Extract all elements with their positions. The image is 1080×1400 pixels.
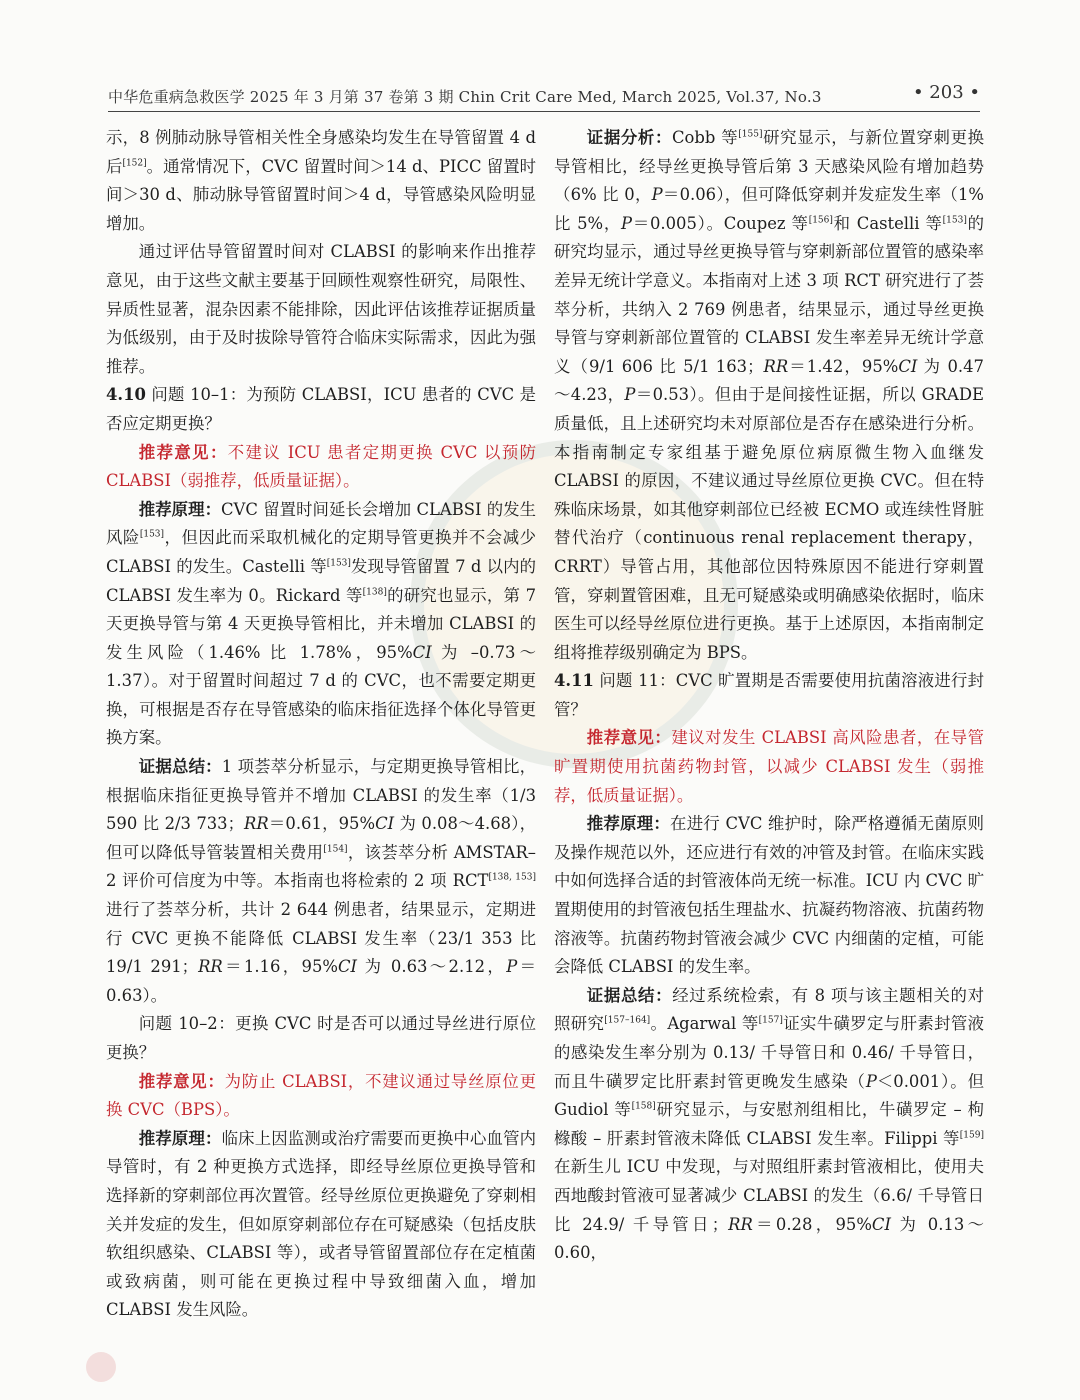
left-column [106, 124, 536, 1325]
evidence-summary-10-1: 证据总结：1 项荟萃分析显示，与定期更换导管相比，根据临床指征更换导管并不增加 CLABSI 的发生率（1/3 590 比 2/3 733；RR＝0.61，95%CI 为 0.08～4.68），但可以降低导管装置相关费用[154]，该荟萃分析 AMSTAR–2 评价可信度为中等。本指南也将检索的 2 项 RCT[138, 153]进行了荟萃分析，共计 2 644 例患者，结果显示，定期进行 CVC 更换不能降低 CLABSI 发生率（23/1 353 比 19/1 291；RR＝1.16，95%CI 为 0.63～2.12，P＝0.63）。 [106, 757, 537, 1005]
question-10-2: 问题 10–2：更换 CVC 时是否可以通过导丝进行原位更换？ [106, 1014, 536, 1062]
paragraph-continued: 示，8 例肺动脉导管相关性全身感染均发生在导管留置 4 d 后[152]。通常情况下，CVC 留置时间＞14 d、PICC 留置时间＞30 d、肺动脉导管留置时间＞4 d，导管感染风险明显增加。 [106, 128, 537, 233]
header-rule [108, 111, 980, 112]
journal-citation: 中华危重病急救医学 2025 年 3 月第 37 卷第 3 期 Chin Crit Care Med, March 2025, Vol.37, No.3 [108, 88, 822, 106]
section-heading-4-11: 4.11 问题 11：CVC 旷置期是否需要使用抗菌溶液进行封管？ [554, 671, 984, 719]
rationale-11: 推荐原理：在进行 CVC 维护时，除严格遵循无菌原则及操作规范以外，还应进行有效的冲管及封管。在临床实践中如何选择合适的封管液体尚无统一标准。ICU 内 CVC 旷置期使用的封管液包括生理盐水、抗凝药物溶液、抗菌药物溶液等。抗菌药物封管液会减少 CVC 内细菌的定植，可能会降低 CLABSI 的发生率。 [554, 814, 985, 977]
section-heading-4-10: 4.10 问题 10–1：为预防 CLABSI，ICU 患者的 CVC 是否应定期更换？ [106, 385, 536, 433]
evidence-analysis-10-2: 证据分析：Cobb 等[155]研究显示，与新位置穿刺更换导管相比，经导丝更换导管后第 3 天感染风险有增加趋势（6% 比 0，P＝0.06），但可降低穿刺并发症发生率（1% 比 5%，P＝0.005）。Coupez 等[156]和 Castelli 等[153]的研究均显示，通过导丝更换导管与穿刺新部位置管的感染率差异无统计学意义。本指南对上述 3 项 RCT 研究进行了荟萃分析，共纳入 2 769 例患者，结果显示，通过导丝更换导管与穿刺新部位置管的 CLABSI 发生率差异无统计学意义（9/1 606 比 5/1 163；RR＝1.42，95%CI 为 0.47～4.23，P＝0.53）。但由于是间接性证据，所以 GRADE 质量低，且上述研究均未对原部位是否存在感染进行分析。本指南制定专家组基于避免原位病原微生物入血继发 CLABSI 的原因，不建议通过导丝原位更换 CVC。但在特殊临床场景，如其他穿刺部位已经被 ECMO 或连续性肾脏替代治疗（continuous renal replacement therapy，CRRT）导管占用，其他部位因特殊原因不能进行穿刺置管，穿刺置管困难，且无可疑感染或明确感染依据时，临床医生可以经导丝原位进行更换。基于上述原因，本指南制定组将推荐级别确定为 BPS。 [554, 128, 985, 662]
right-column [554, 124, 984, 1268]
citation: [152] [122, 158, 147, 169]
publisher-logo-mark [86, 1352, 116, 1382]
recommendation-10-2: 推荐意见：为防止 CLABSI，不建议通过导丝原位更换 CVC（BPS）。 [106, 1071, 536, 1120]
paragraph-assessment: 通过评估导管留置时间对 CLABSI 的影响来作出推荐意见，由于这些文献主要基于回顾性观察性研究，局限性、异质性显著，混杂因素不能排除，因此评估该推荐证据质量为低级别，由于及时拔除导管符合临床实际需求，因此为强推荐。 [106, 242, 536, 376]
rationale-10-2: 推荐原理：临床上因监测或治疗需要而更换中心血管内导管时，有 2 种更换方式选择，即经导丝原位更换导管和选择新的穿刺部位再次置管。经导丝原位更换避免了穿刺相关并发症的发生，但如原穿刺部位存在可疑感染（包括皮肤软组织感染、CLABSI 等），或者导管留置部位存在定植菌或致病菌，则可能在更换过程中导致细菌入血，增加 CLABSI 发生风险。 [106, 1128, 537, 1320]
evidence-summary-11: 证据总结：经过系统检索，有 8 项与该主题相关的对照研究[157–164]。Agarwal 等[157]证实牛磺罗定与肝素封管液的感染发生率分别为 0.13/ 千导管日和 0.46/ 千导管日，而且牛磺罗定比肝素封管更晚发生感染（P＜0.001）。但 Gudiol 等[158]研究显示，与安慰剂组相比，牛磺罗定 – 枸橼酸 – 肝素封管液未降低 CLABSI 发生率。Filippi 等[159]在新生儿 ICU 中发现，与对照组肝素封管液相比，使用夫西地酸封管液可显著减少 CLABSI 的发生（6.6/ 千导管日比 24.9/ 千导管日；RR＝0.28，95%CI 为 0.13～0.60， [554, 985, 985, 1263]
page-number: • 203 • [912, 82, 980, 103]
rationale-10-1: 推荐原理：CVC 留置时间延长会增加 CLABSI 的发生风险[153]，但因此而采取机械化的定期导管更换并不会减少 CLABSI 的发生。Castelli 等[153]发现导管留置 7 d 以内的 CLABSI 发生率为 0。Rickard 等[138]的研究也显示，第 7 天更换导管与第 4 天更换导管相比，并未增加 CLABSI 的发生风险（1.46% 比 1.78%，95%CI 为 –0.73～1.37）。对于留置时间超过 7 d 的 CVC，也不需要定期更换，可根据是否存在导管感染的临床指征选择个体化导管更换方案。 [106, 499, 537, 748]
recommendation-10-1: 推荐意见：不建议 ICU 患者定期更换 CVC 以预防 CLABSI（弱推荐，低质量证据）。 [106, 442, 537, 491]
recommendation-11: 推荐意见：建议对发生 CLABSI 高风险患者，在导管旷置期使用抗菌药物封管，以减少 CLABSI 发生（弱推荐，低质量证据）。 [554, 728, 985, 805]
